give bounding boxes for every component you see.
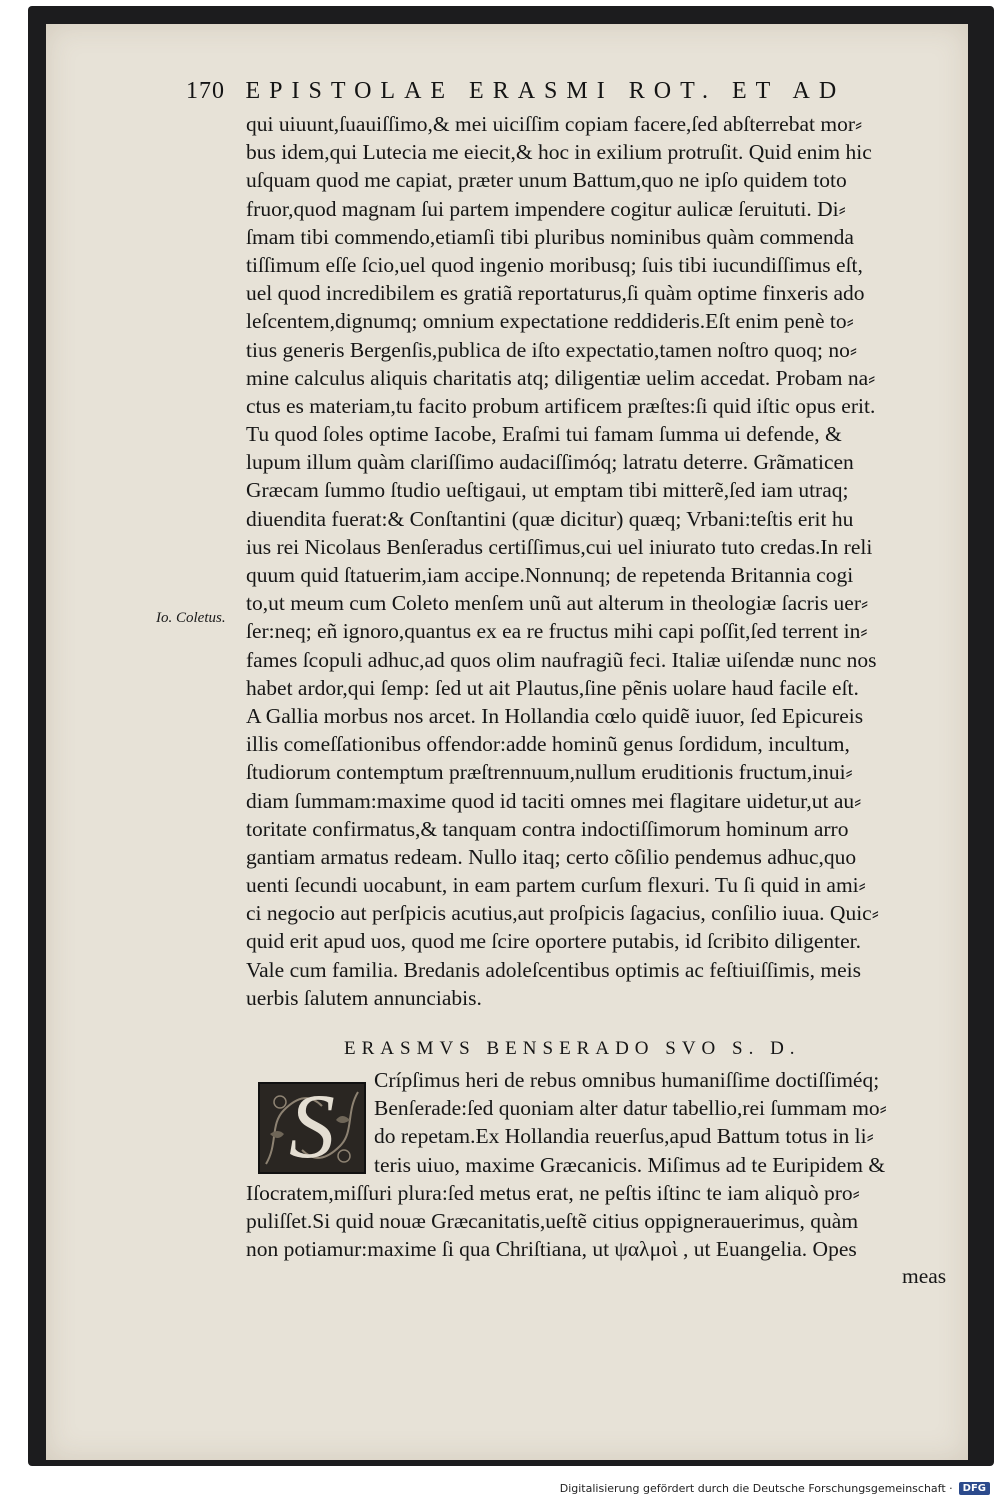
dfg-logo: DFG [959, 1482, 990, 1495]
text-line: bus idem,qui Lutecia me eiecit,& hoc in exilium protruſit. Quid enim hic [246, 140, 872, 165]
text-line: ci negocio aut perſpicis acutius,aut proſpicis ſagacius, conſilio iuua. Quic⸗ [246, 901, 879, 926]
credit-text: Digitalisierung gefördert durch die Deutsche Forschungsgemeinschaft · [559, 1482, 953, 1495]
text-line: Vale cum familia. Bredanis adoleſcentibus optimis ac feſtiuiſſimis, meis [246, 957, 861, 982]
text-line: ſtudiorum contemptum præſtrennuum,nullum eruditionis fructum,inui⸗ [246, 760, 853, 785]
text-line: Benſerade:ſed quoniam alter datur tabellio,rei ſummam mo⸗ [374, 1096, 887, 1121]
letter-2-heading: ERASMVS BENSERADO SVO S. D. [344, 1038, 801, 1059]
text-line: fames ſcopuli adhuc,ad quos olim naufragiũ feci. Italiæ uiſendæ nunc nos [246, 647, 877, 672]
text-line: uerbis ſalutem annunciabis. [246, 985, 482, 1010]
text-line: to,ut meum cum Coleto menſem unũ aut alterum in theologiæ ſacris uer⸗ [246, 591, 869, 616]
text-line: ctus es materiam,tu facito probum artificem præſtes:ſi quid iſtic opus erit. [246, 393, 876, 418]
text-line: illis comeſſationibus offendor:adde hominũ genus ſordidum, incultum, [246, 732, 850, 757]
letter-2-body [246, 1066, 942, 1263]
text-line: quid erit apud uos, quod me ſcire oportere putabis, id ſcribito diligenter. [246, 929, 861, 954]
page-number: 170 [186, 78, 225, 104]
text-line: uſquam quod me capiat, præter unum Battum,quo ne ipſo quidem toto [246, 168, 847, 193]
text-line: ius rei Nicolaus Benſeradus certiſſimus,cui uel iniurato tuto credas.In reli [246, 534, 873, 559]
catchword: meas [902, 1264, 947, 1288]
running-title: EPISTOLAE ERASMI ROT. ET AD [245, 78, 846, 104]
digitization-credit [560, 1482, 990, 1495]
text-line: quum quid ſtatuerim,iam accipe.Nonnunq; de repetenda Britannia cogi [246, 563, 854, 587]
text-line: qui uiuunt,ſuauiſſimo,& mei uiciſſim copiam facere,ſed abſterrebat mor⸗ [246, 112, 863, 136]
text-line: lupum illum quàm clariſſimo audaciſſimóq; latratu deterre. Grãmaticen [246, 450, 854, 475]
text-line: puliſſet.Si quid nouæ Græcanitatis,ueſtẽ citius oppignerauerimus, quàm [246, 1208, 859, 1233]
text-line: diuendita fuerat:& Conſtantini (quæ dicitur) quæq; Vrbani:teſtis erit hu [246, 506, 854, 531]
text-line: ſmam tibi commendo,etiamſi tibi pluribus nominibus quàm commenda [246, 224, 854, 249]
letter-1-body [246, 110, 942, 1012]
text-line: mine calculus aliquis charitatis atq; diligentiæ uelim accedat. Probam na⸗ [246, 365, 876, 390]
text-line: A Gallia morbus nos arcet. In Hollandia cœlo quidẽ iuuor, ſed Epicureis [246, 703, 864, 728]
text-line: fruor,quod magnam ſui partem impendere cogitur aulicæ ſeruituti. Di⸗ [246, 196, 846, 221]
text-line: Græcam ſummo ſtudio ueſtigaui, ut emptam tibi mitterẽ,ſed iam utraq; [246, 478, 849, 503]
text-line: habet ardor,qui ſemp: ſed ut ait Plautus,ſine pẽnis uolare haud facile eſt. [246, 675, 859, 700]
initial-letter: S [289, 1082, 335, 1174]
text-line: gantiam armatus redeam. Nullo itaq; certo cõſilio pendemus adhuc,quo [246, 844, 857, 869]
text-line: tiſſimum eſſe ſcio,uel quod ingenio moribusq; ſuis tibi iucundiſſimus eſt, [246, 252, 863, 277]
text-line: Tu quod ſoles optime Iacobe, Eraſmi tui famam ſumma ui defende, & [246, 422, 842, 447]
text-line: tius generis Bergenſis,publica de iſto expectatio,tamen noſtro quoq; no⸗ [246, 337, 858, 362]
running-head [186, 78, 946, 105]
text-line: leſcentem,dignumq; omnium expectatione reddideris.Eſt enim penè to⸗ [246, 309, 854, 334]
text-line: Iſocratem,miſſuri plura:ſed metus erat, ne peſtis iſtinc te iam aliquò pro⸗ [246, 1180, 860, 1205]
text-line: diam ſummam:maxime quod id taciti omnes mei flagitare uidetur,ut au⸗ [246, 788, 862, 813]
text-line: uenti ſecundi uocabunt, in eam partem curſum flexuri. Tu ſi quid in ami⸗ [246, 873, 866, 898]
text-line: Crípſimus heri de rebus omnibus humaniſſime doctiſſiméq; [374, 1068, 880, 1092]
text-line: toritate confirmatus,& tanquam contra indoctiſſimorum hominum arro [246, 816, 849, 841]
text-line: non potiamur:maxime ſi qua Chriſtiana, ut ψαλμοὶ , ut Euangelia. Opes [246, 1237, 857, 1262]
text-line: do repetam.Ex Hollandia reuerſus,apud Battum totus in li⸗ [374, 1124, 874, 1149]
text-line: uel quod incredibilem es gratiã reportaturus,ſi quàm optime finxeris ado [246, 281, 865, 306]
text-line: teris uiuo, maxime Græcanicis. Miſimus ad te Euripidem & [374, 1152, 886, 1177]
marginal-note: Io. Coletus. [156, 610, 226, 626]
text-line: ſer:neq; eñ ignoro,quantus ex ea re fructus mihi capi poſſit,ſed terrent in⸗ [246, 619, 868, 644]
